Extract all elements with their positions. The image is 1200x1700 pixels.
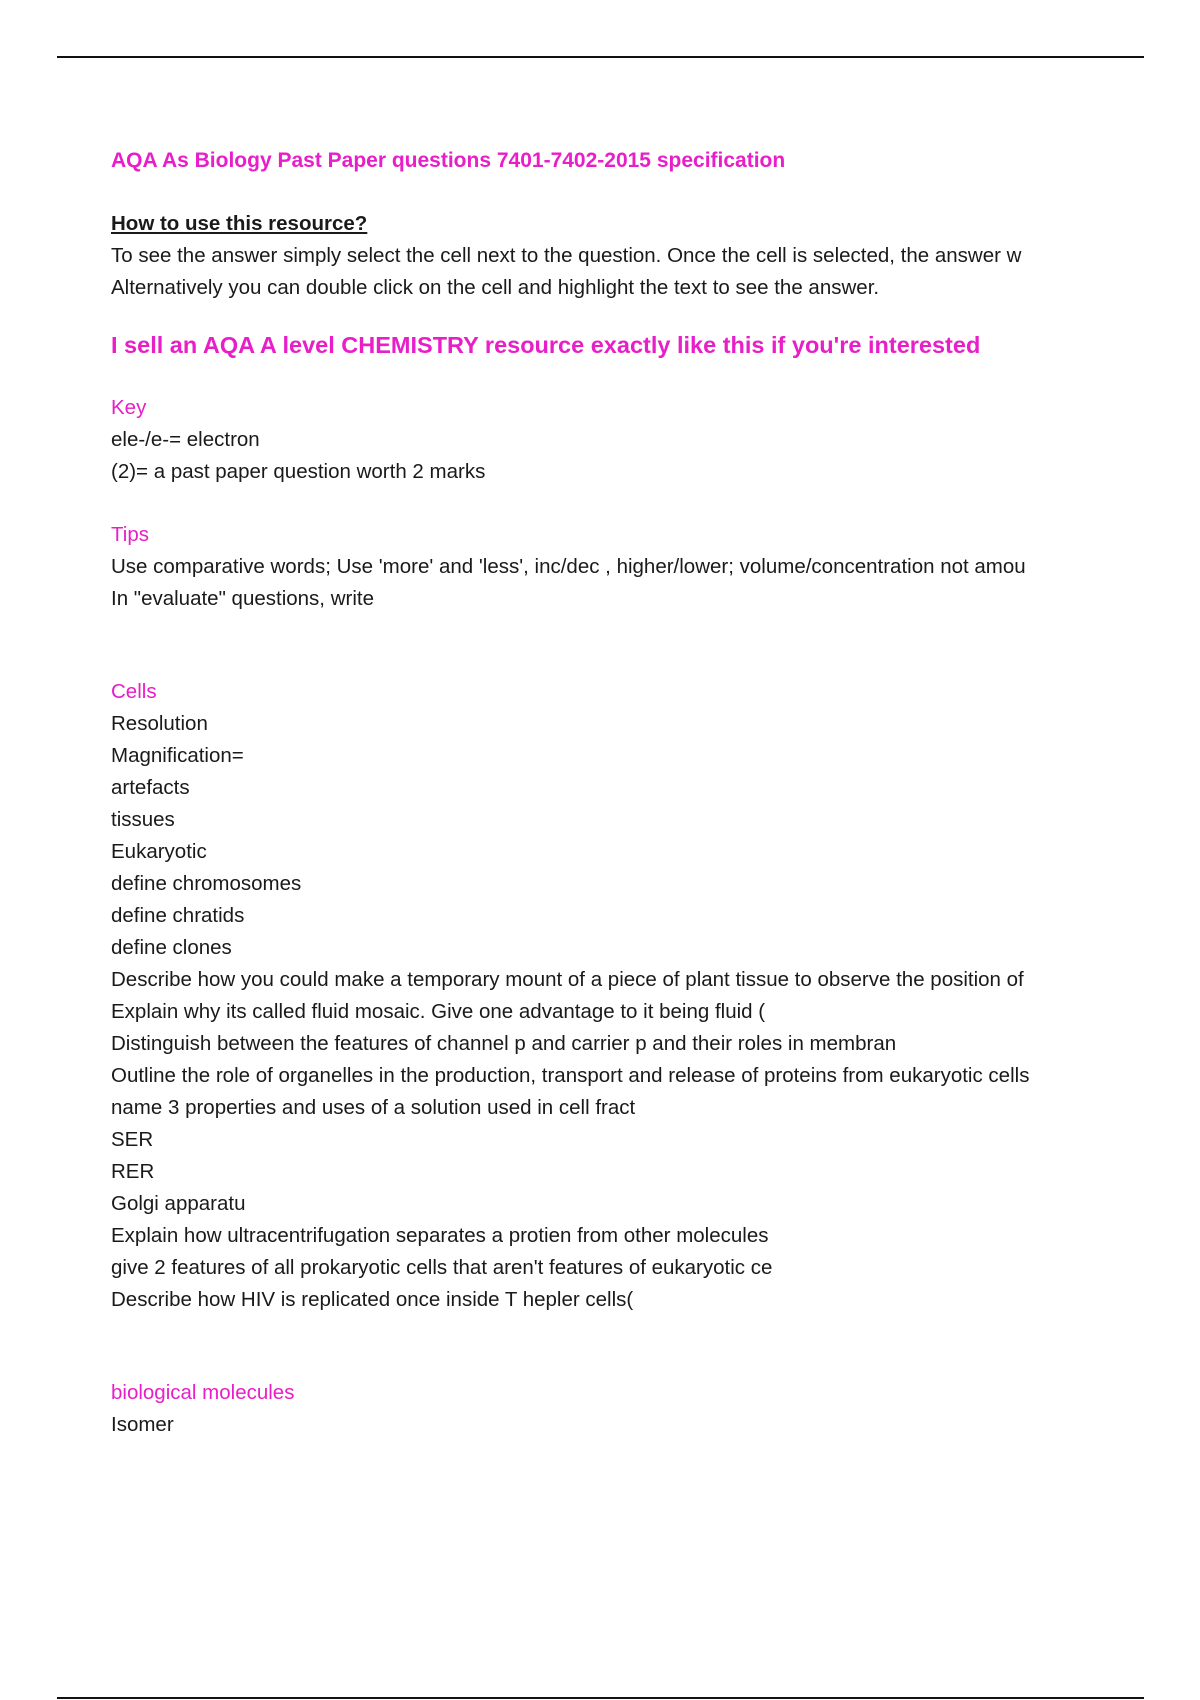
cells-item: Describe how you could make a temporary mount of a piece of plant tissue to observe the position of	[111, 968, 1024, 991]
spacer	[111, 362, 1099, 392]
cells-item: RER	[111, 1160, 155, 1183]
cells-item: tissues	[111, 808, 175, 831]
cells-item: Explain how ultracentrifugation separates a protien from other molecules	[111, 1224, 769, 1247]
cells-item: Outline the role of organelles in the production, transport and release of proteins from eukaryotic cells	[111, 1064, 1030, 1087]
cells-item: Distinguish between the features of channel p and carrier p and their roles in membran	[111, 1032, 897, 1055]
bottom-rule	[57, 1697, 1144, 1699]
how-to-line: To see the answer simply select the cell next to the question. Once the cell is selected, the answer w	[111, 244, 1022, 267]
biological-molecules-heading: biological molecules	[111, 1381, 295, 1404]
key-heading: Key	[111, 396, 147, 419]
how-to-heading: How to use this resource?	[111, 212, 368, 235]
cells-item: Eukaryotic	[111, 840, 207, 863]
cells-item: Describe how HIV is replicated once inside T hepler cells(	[111, 1288, 634, 1311]
top-rule	[57, 56, 1144, 58]
spacer	[111, 488, 1099, 519]
cells-item: artefacts	[111, 776, 190, 799]
cells-item: name 3 properties and uses of a solution used in cell fract	[111, 1096, 636, 1119]
cells-item: SER	[111, 1128, 154, 1151]
how-to-line: Alternatively you can double click on the cell and highlight the text to see the answer.	[111, 276, 880, 299]
document-body	[111, 146, 1099, 1441]
cells-item: Resolution	[111, 712, 208, 735]
cells-item: define chromosomes	[111, 872, 302, 895]
spacer	[111, 176, 1099, 208]
spacer	[111, 304, 1099, 328]
key-line: (2)= a past paper question worth 2 marks	[111, 460, 486, 483]
tips-line: In "evaluate" questions, write	[111, 587, 374, 610]
cells-item: Explain why its called fluid mosaic. Give one advantage to it being fluid (	[111, 1000, 766, 1023]
cells-item: define clones	[111, 936, 232, 959]
cells-item: Magnification=	[111, 744, 244, 767]
promo-text: I sell an AQA A level CHEMISTRY resource exactly like this if you're interested	[111, 332, 981, 358]
tips-line: Use comparative words; Use 'more' and 'less', inc/dec , higher/lower; volume/concentration not amou	[111, 555, 1026, 578]
document-title: AQA As Biology Past Paper questions 7401-7402-2015 specification	[111, 149, 786, 172]
cells-item: Golgi apparatu	[111, 1192, 246, 1215]
cells-item: give 2 features of all prokaryotic cells that aren't features of eukaryotic ce	[111, 1256, 773, 1279]
cells-item: define chratids	[111, 904, 245, 927]
cells-heading: Cells	[111, 680, 157, 703]
tips-heading: Tips	[111, 523, 149, 546]
key-line: ele-/e-= electron	[111, 428, 260, 451]
spacer	[111, 1316, 1099, 1377]
spacer	[111, 615, 1099, 676]
biological-molecules-item: Isomer	[111, 1413, 174, 1436]
